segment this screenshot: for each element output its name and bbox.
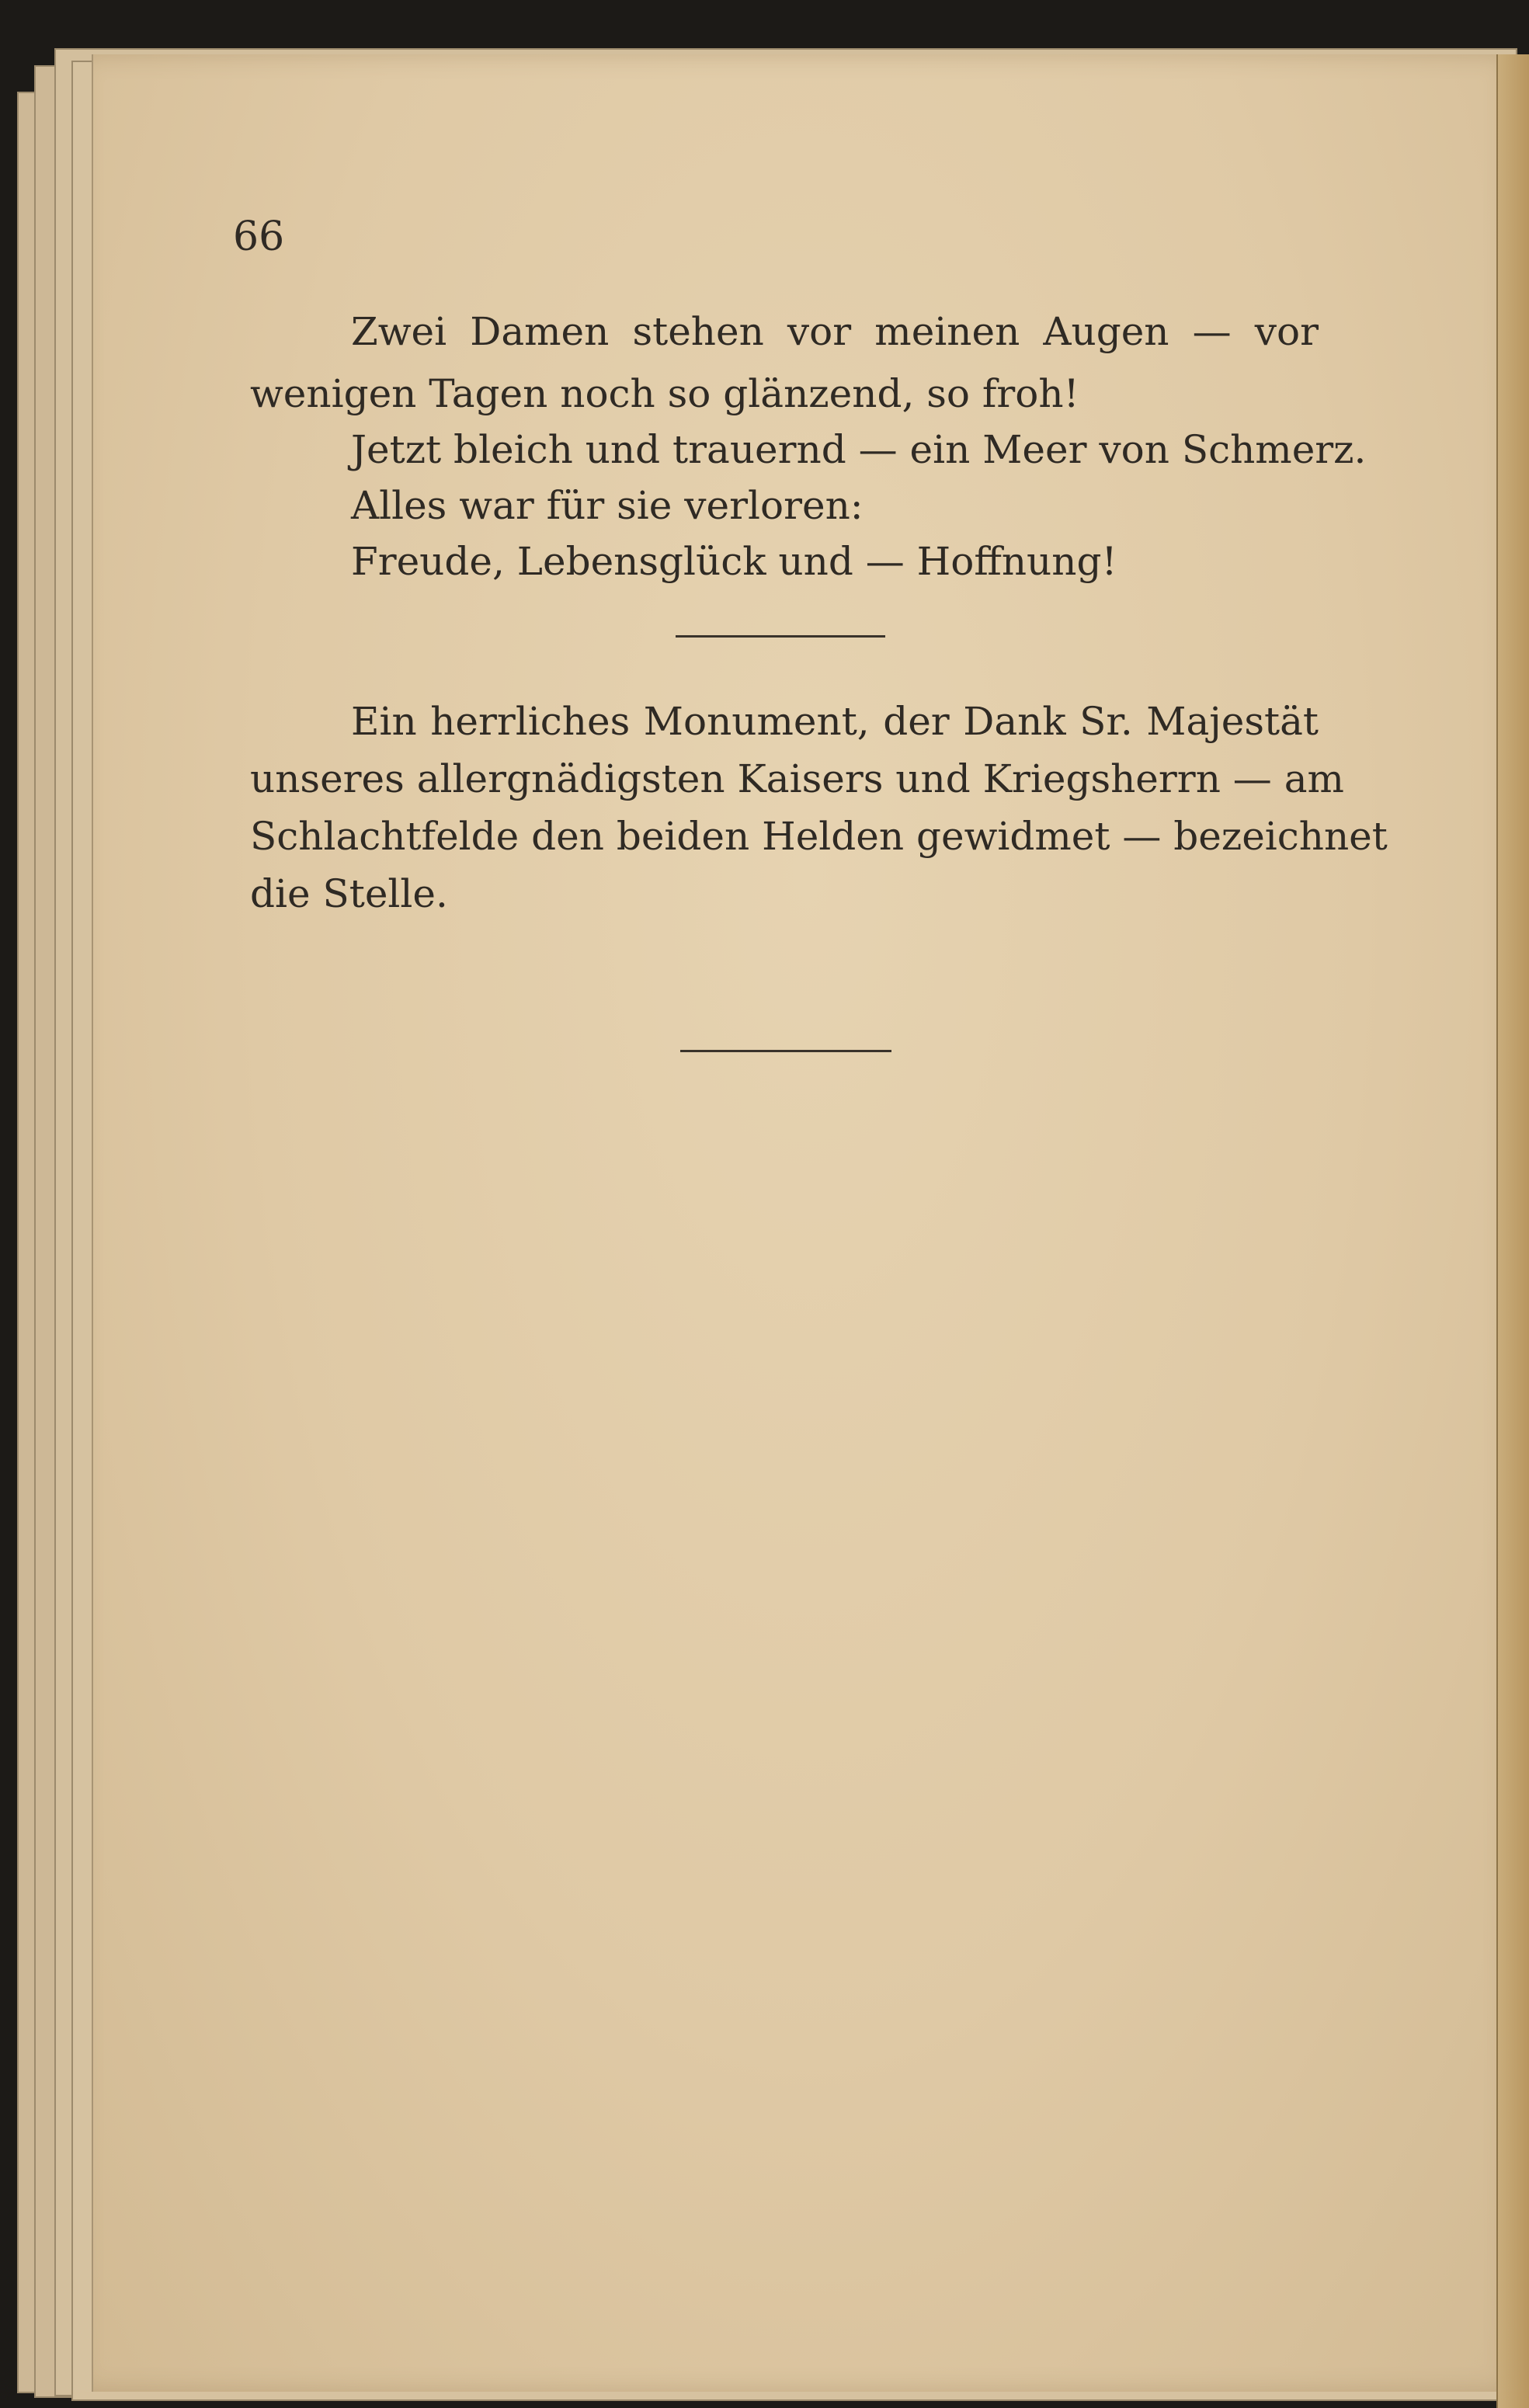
paragraph-1-line-1: Zwei Damen stehen vor meinen Augen — vor bbox=[351, 309, 1319, 354]
paragraph-1-line-3: Jetzt bleich und trauernd — ein Meer von Schmerz. bbox=[351, 427, 1367, 472]
page-number: 66 bbox=[233, 214, 285, 260]
paragraph-1-line-4: Alles war für sie verloren: bbox=[351, 483, 864, 528]
paragraph-1-line-2: wenigen Tagen noch so glänzend, so froh! bbox=[250, 371, 1079, 416]
section-divider-2 bbox=[680, 1050, 891, 1052]
paragraph-2-line-4: die Stelle. bbox=[250, 871, 448, 916]
paragraph-2-line-3: Schlachtfelde den beiden Helden gewidmet — bezeichnet bbox=[250, 814, 1388, 859]
section-divider-1 bbox=[676, 635, 885, 638]
paragraph-2-line-2: unseres allergnädigsten Kaisers und Kriegsherrn — am bbox=[250, 756, 1344, 801]
paragraph-1-line-5: Freude, Lebensglück und — Hoffnung! bbox=[351, 539, 1117, 584]
paragraph-2-line-1: Ein herrliches Monument, der Dank Sr. Majestät bbox=[351, 699, 1319, 744]
facing-page-edge bbox=[1496, 54, 1529, 2408]
